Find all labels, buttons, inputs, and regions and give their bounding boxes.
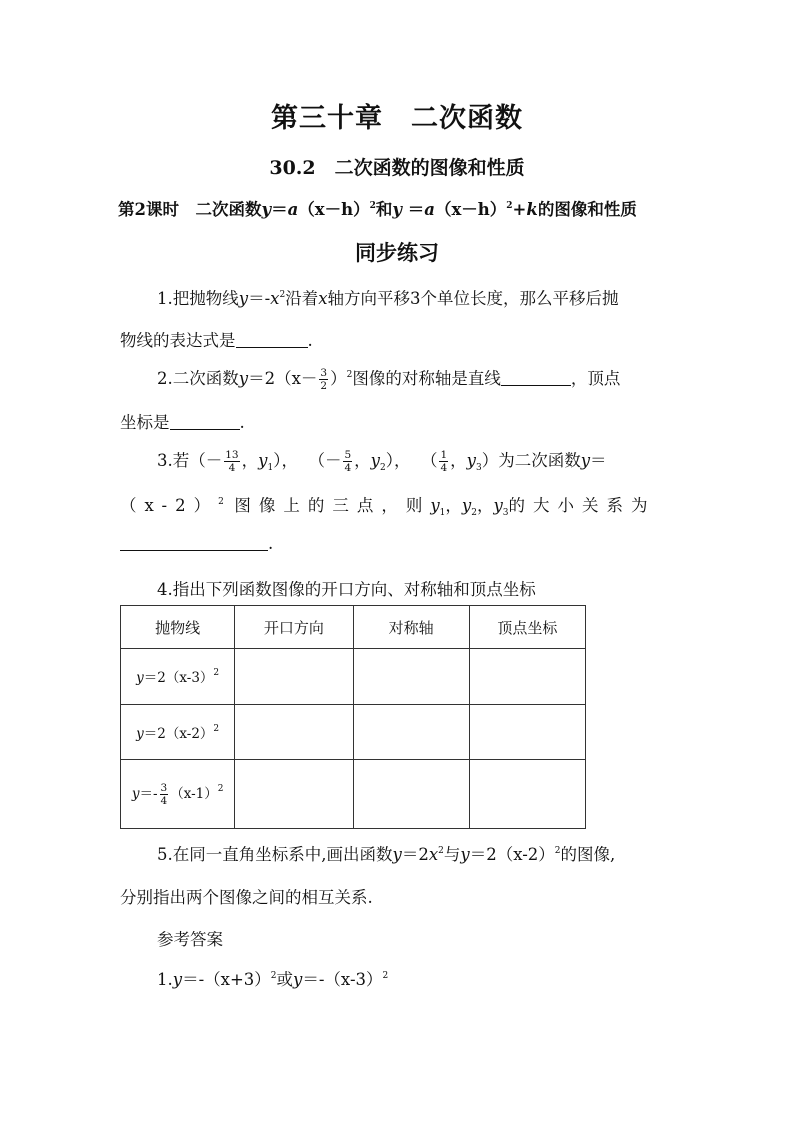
question-3-line-1: 3.若（－ $\frac{13}{4}$ ，$y_1$）， （－ $\frac{5}{4}$ ，$y_2$）， （ $\frac{1}{4}$ ，$y_3$）为二次函数y＝ (157, 449, 607, 474)
fraction: $\frac{13}{4}$ (225, 449, 239, 474)
answer-blank[interactable] (170, 415, 240, 430)
question-5-line-2: 分别指出两个图像之间的相互关系. (120, 888, 373, 907)
table-header-row (121, 606, 586, 649)
question-1-line-2: 物线的表达式是 . (120, 331, 313, 350)
fraction: $\frac{1}{4}$ (440, 449, 448, 474)
answer-blank[interactable] (236, 333, 308, 348)
answer-cell[interactable] (353, 760, 469, 829)
question-2-line-1: 2.二次函数y＝2（x－ $\frac{3}{2}$ ）$^2$图像的对称轴是直线 ，顶点 (157, 367, 621, 392)
answer-cell[interactable] (235, 649, 353, 705)
table-row (121, 760, 586, 829)
table-row (121, 704, 586, 760)
answer-cell[interactable] (235, 704, 353, 760)
parabola-cell: y＝- $\frac{3}{4}$ $(x-1)^2$ (121, 760, 235, 829)
answer-blank[interactable] (120, 536, 268, 551)
header-axis-of-symmetry: 对称轴 (353, 606, 469, 649)
question-3-line-2: $(x-2)^2$ 图像上的三点，则$y_1$，$y_2$，$y_3$的大小关系为 (120, 496, 656, 518)
header-opening-direction: 开口方向 (235, 606, 353, 649)
question-5-line-1: 5.在同一直角坐标系中,画出函数$y=2x^2$与$y=2(x-2)^2$的图像, (157, 845, 616, 864)
answer-cell[interactable] (469, 760, 585, 829)
chapter-title: 第三十章 二次函数 (271, 103, 523, 134)
table-row (121, 649, 586, 705)
question-1-line-1: 1.把抛物线$y=-x^2$沿着x轴方向平移3个单位长度，那么平移后抛 (157, 289, 619, 308)
section-title: 30.2 二次函数的图像和性质 (269, 157, 525, 179)
answer-cell[interactable] (235, 760, 353, 829)
answer-cell[interactable] (469, 649, 585, 705)
parabola-cell: $y=2(x-2)^2$ (121, 704, 235, 760)
header-parabola: 抛物线 (121, 606, 235, 649)
question-4-text: 4.指出下列函数图像的开口方向、对称轴和顶点坐标 (157, 580, 536, 599)
answer-blank[interactable] (501, 371, 571, 386)
fraction: $\frac{3}{2}$ (320, 367, 328, 392)
answers-title: 参考答案 (157, 930, 223, 949)
lesson-title: 第2课时 二次函数$y=a(x-h)^2$和$y =a(x-h)^2+k$的图像和性质 (118, 200, 637, 219)
answer-1: $1.y=-(x+3)^2$或$y=-(x-3)^2$ (157, 970, 389, 989)
answer-cell[interactable] (353, 649, 469, 705)
header-vertex: 顶点坐标 (469, 606, 585, 649)
fraction: $\frac{3}{4}$ (160, 781, 168, 807)
parabola-properties-table (120, 605, 586, 829)
answer-cell[interactable] (469, 704, 585, 760)
question-3-line-3: . (120, 534, 273, 553)
answer-cell[interactable] (353, 704, 469, 760)
fraction: $\frac{5}{4}$ (344, 449, 352, 474)
practice-title: 同步练习 (355, 240, 439, 265)
parabola-cell: $y=2(x-3)^2$ (121, 649, 235, 705)
question-2-line-2: 坐标是 . (120, 413, 245, 432)
